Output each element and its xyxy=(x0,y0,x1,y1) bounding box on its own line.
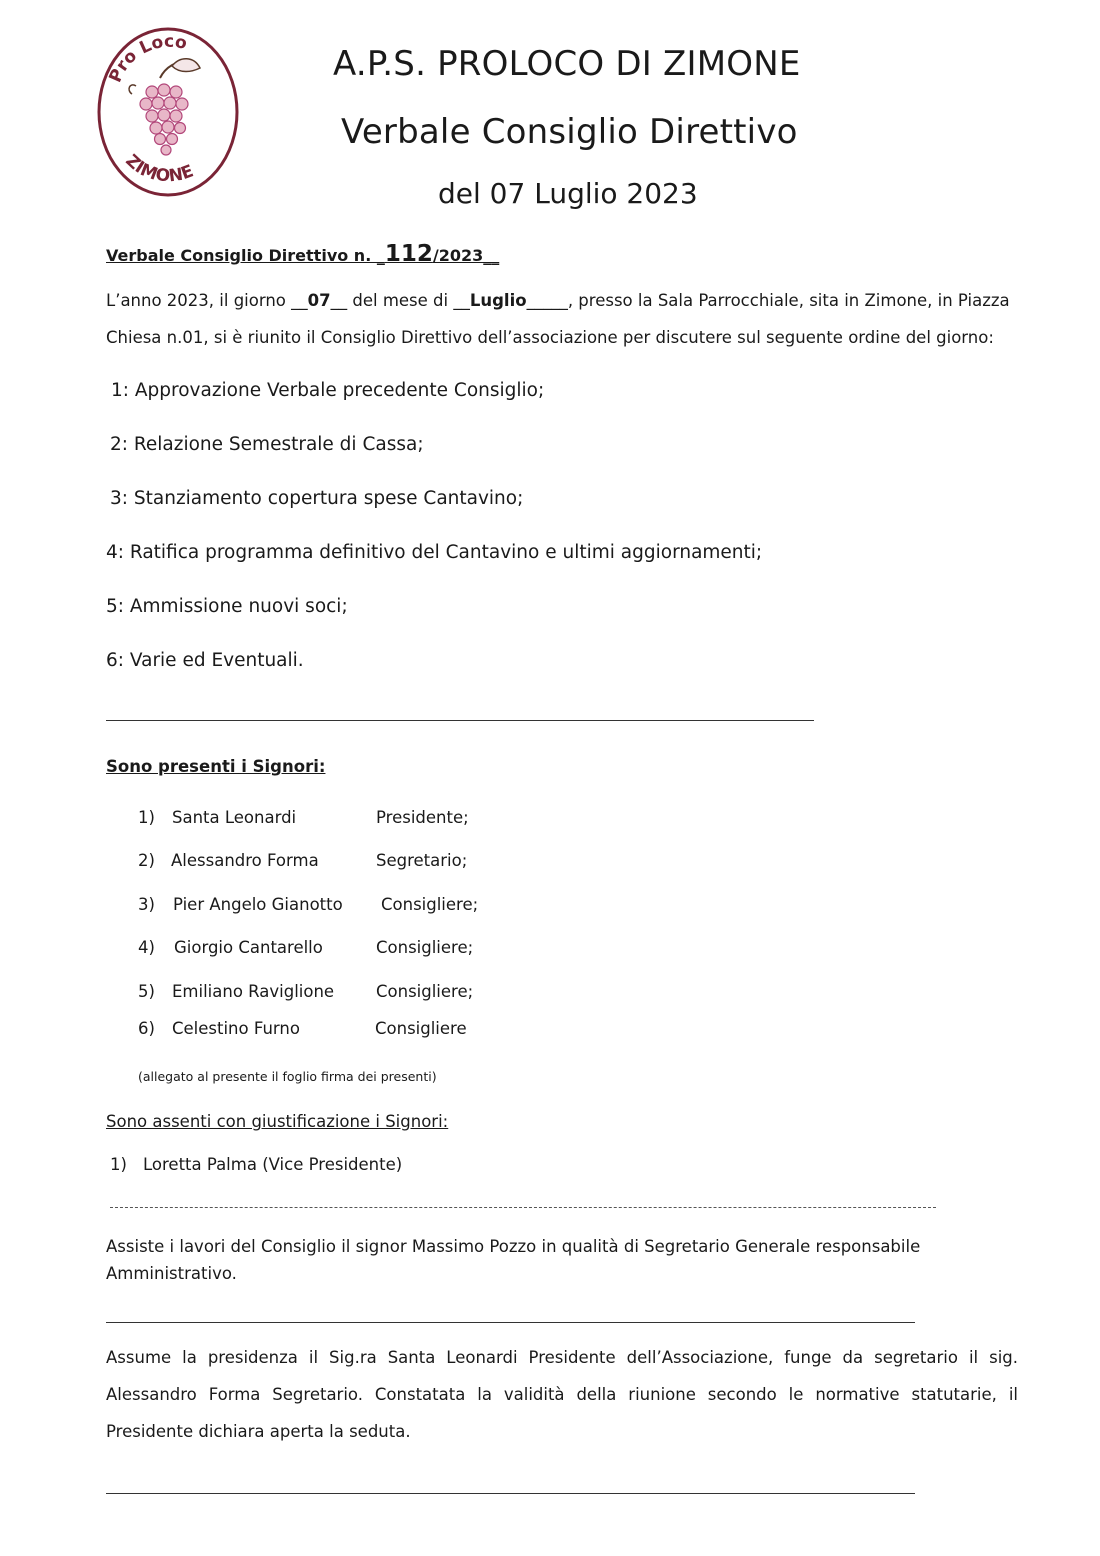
absent-heading: Sono assenti con giustificazione i Signori: xyxy=(106,1112,449,1131)
organization-title: A.P.S. PROLOCO DI ZIMONE xyxy=(333,44,801,84)
pro-loco-zimone-logo xyxy=(96,26,240,198)
verbale-suffix: /2023__ xyxy=(432,246,500,265)
agenda-item: 1: Approvazione Verbale precedente Consiglio; xyxy=(111,380,545,401)
meeting-day: 07 xyxy=(307,291,331,310)
member-number: 6) xyxy=(138,1019,155,1038)
member-name: Giorgio Cantarello xyxy=(174,938,323,957)
presidency-paragraph: Assume la presidenza il Sig.ra Santa Leonardi Presidente dell’Associazione, funge da segretario il sig. Alessandro Forma Segretario. Constatata la validità della riunione secondo le normative statutarie, il Presidente dichiara aperta la seduta. xyxy=(106,1348,1018,1441)
separator-line xyxy=(106,720,814,721)
agenda-item: 3: Stanziamento copertura spese Cantavino; xyxy=(110,488,524,509)
grape-icon xyxy=(129,59,200,155)
member-number: 4) xyxy=(138,938,155,957)
separator-dashed-line xyxy=(110,1207,936,1208)
document-date: del 07 Luglio 2023 xyxy=(438,177,698,210)
separator-line xyxy=(106,1322,915,1323)
meeting-month: Luglio xyxy=(469,291,527,310)
member-name: Santa Leonardi xyxy=(172,808,297,827)
member-name: Celestino Furno xyxy=(172,1019,300,1038)
absent-number: 1) xyxy=(110,1155,127,1174)
present-heading: Sono presenti i Signori: xyxy=(106,757,326,776)
member-number: 5) xyxy=(138,982,155,1001)
intro-line-1 xyxy=(106,291,1018,310)
document-title: Verbale Consiglio Direttivo xyxy=(341,112,798,152)
agenda-item: 6: Varie ed Eventuali. xyxy=(106,650,304,671)
separator-line xyxy=(106,1493,915,1494)
assist-line-1: Assiste i lavori del Consiglio il signor Massimo Pozzo in qualità di Segretario Generale responsabile xyxy=(106,1237,921,1256)
member-number: 2) xyxy=(138,851,155,870)
member-role: Segretario; xyxy=(376,851,468,870)
attendance-note: (allegato al presente il foglio firma dei presenti) xyxy=(138,1069,437,1084)
member-role: Consigliere; xyxy=(376,982,474,1001)
agenda-item: 2: Relazione Semestrale di Cassa; xyxy=(110,434,424,455)
member-name: Pier Angelo Gianotto xyxy=(173,895,343,914)
agenda-item: 4: Ratifica programma definitivo del Cantavino e ultimi aggiornamenti; xyxy=(106,542,763,563)
member-name: Emiliano Raviglione xyxy=(172,982,335,1001)
verbale-prefix: Verbale Consiglio Direttivo n. _ xyxy=(106,246,385,265)
member-role: Consigliere xyxy=(375,1019,467,1038)
agenda-item: 5: Ammissione nuovi soci; xyxy=(106,596,348,617)
member-role: Presidente; xyxy=(376,808,469,827)
verbale-number: 112 xyxy=(384,241,433,267)
verbale-number-line xyxy=(106,241,499,267)
member-role: Consigliere; xyxy=(381,895,479,914)
intro-line-2: Chiesa n.01, si è riunito il Consiglio Direttivo dell’associazione per discutere sul seguente ordine del giorno: xyxy=(106,328,994,347)
member-name: Alessandro Forma xyxy=(171,851,319,870)
intro-text-1: L’anno 2023, il giorno __07__ del mese di __Luglio_____, presso la Sala Parrocchiale, sita in Zimone, in Piazza xyxy=(106,291,1010,310)
svg-text:ZIMONE: ZIMONE xyxy=(121,150,197,187)
svg-text:Pro Loco: Pro Loco xyxy=(105,31,189,86)
assist-line-2: Amministrativo. xyxy=(106,1264,237,1283)
absent-name: Loretta Palma (Vice Presidente) xyxy=(143,1155,403,1174)
member-number: 1) xyxy=(138,808,155,827)
member-role: Consigliere; xyxy=(376,938,474,957)
member-number: 3) xyxy=(138,895,155,914)
